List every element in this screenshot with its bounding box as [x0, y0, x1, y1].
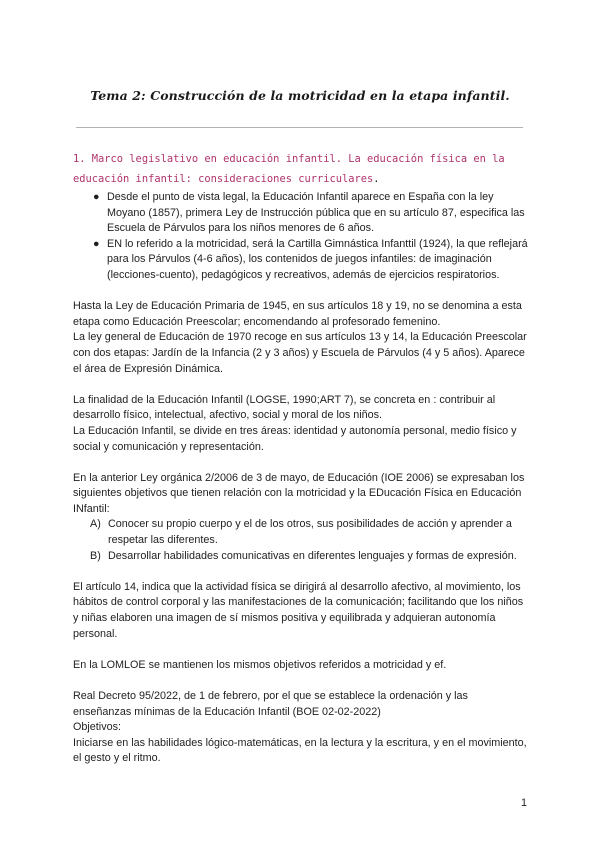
- section-heading: [73, 149, 529, 189]
- list-item: [90, 549, 529, 565]
- paragraph-real-decreto: Real Decreto 95/2022, de 1 de febrero, por el que se establece la ordenación y las enseñanzas mínimas de la Educación Infantil (BOE 02-02-2022): [73, 690, 468, 718]
- list-item-text: EN lo referido a la motricidad, será la Cartilla Gimnástica Infanttil (1924), la que reflejará para los Párvulos (4-6 años), los contenidos de juegos infantiles: de imaginación (lecciones-cuento), pedagógicos y recreativos, además de ejercicios respiratorios.: [107, 237, 528, 281]
- bullet-list: [73, 190, 529, 284]
- section-heading-line-2: [73, 169, 529, 189]
- spacer: [73, 673, 529, 689]
- page-number: 1: [520, 797, 527, 809]
- list-item: [90, 517, 529, 548]
- paragraph-ley-1945: Hasta la Ley de Educación Primaria de 1945, en sus artículos 18 y 19, no se denomina a esta etapa como Educación Preescolar; encomendando al profesorado femenino.: [73, 300, 522, 328]
- spacer: [73, 377, 529, 393]
- section-heading-line-1: 1. Marco legislativo en educación infantil. La educación física en la: [73, 153, 505, 165]
- section-heading-line-2-text: educación infantil: consideraciones curriculares: [73, 173, 374, 185]
- paragraph-objetivos-label: Objetivos:: [73, 721, 122, 734]
- spacer: [73, 564, 529, 580]
- list-item-text: Desde el punto de vista legal, la Educación Infantil aparece en España con la ley Moyano (1857), primera Ley de Instrucción pública que en su artículo 87, especifica las Escuela de Párvulos para los niños menores de 6 años.: [107, 191, 525, 235]
- bullet-icon: ●: [93, 191, 100, 203]
- spacer: [73, 284, 529, 300]
- paragraph-loe-2006: En la anterior Ley orgánica 2/2006 de 3 de mayo, de Educación (IOE 2006) se expresaban los siguientes objetivos que tienen relación con la motricidad y la EDucación Física en Educación INfantil:: [73, 471, 525, 515]
- document-body: [73, 149, 529, 767]
- section-heading-period: .: [373, 173, 380, 185]
- paragraph-lomloe: En la LOMLOE se mantienen los mismos objetivos referidos a motricidad y ef.: [73, 658, 447, 671]
- paragraph-logse: La finalidad de la Educación Infantil (LOGSE, 1990;ART 7), se concreta en : contribuir al desarrollo físico, intelectual, afectivo, social y moral de los niños.: [73, 393, 496, 422]
- objectives-list: [73, 517, 529, 564]
- paragraph-areas: La Educación Infantil, se divide en tres áreas: identidad y autonomía personal, medio físico y social y comunicación y representación.: [73, 424, 517, 453]
- list-item-text: Desarrollar habilidades comunicativas en diferentes lenguajes y formas de expresión.: [108, 549, 517, 562]
- list-item: [93, 237, 529, 284]
- list-item: [93, 190, 529, 237]
- spacer: [73, 455, 529, 471]
- title-divider: [76, 127, 523, 128]
- spacer: [73, 642, 529, 658]
- list-marker: B): [90, 549, 101, 562]
- paragraph-objetivo-text: Iniciarse en las habilidades lógico-matemáticas, en la lectura y la escritura, y en el movimiento, el gesto y el ritmo.: [73, 736, 527, 765]
- list-marker: A): [90, 518, 101, 531]
- bullet-icon: ●: [93, 237, 100, 250]
- list-item-text: Conocer su propio cuerpo y el de los otros, sus posibilidades de acción y aprender a respetar las diferentes.: [108, 518, 512, 547]
- page-title: Tema 2: Construcción de la motricidad en la etapa infantil.: [90, 88, 510, 103]
- paragraph-articulo-14: El artículo 14, indica que la actividad física se dirigirá al desarrollo afectivo, al movimiento, los hábitos de control corporal y las manifestaciones de la comunicación; facilitando que los niños y niñas elaboren una imagen de sí mismos positiva y equilibrada y adquieran autonomía personal.: [73, 580, 524, 640]
- paragraph-ley-1970: La ley general de Educación de 1970 recoge en sus artículos 13 y 14, la Educación Preescolar con dos etapas: Jardín de la Infancia (2 y 3 años) y Escuela de Párvulos (4 y 5 años). Aparece el área de Expresión Dinámica.: [73, 331, 527, 375]
